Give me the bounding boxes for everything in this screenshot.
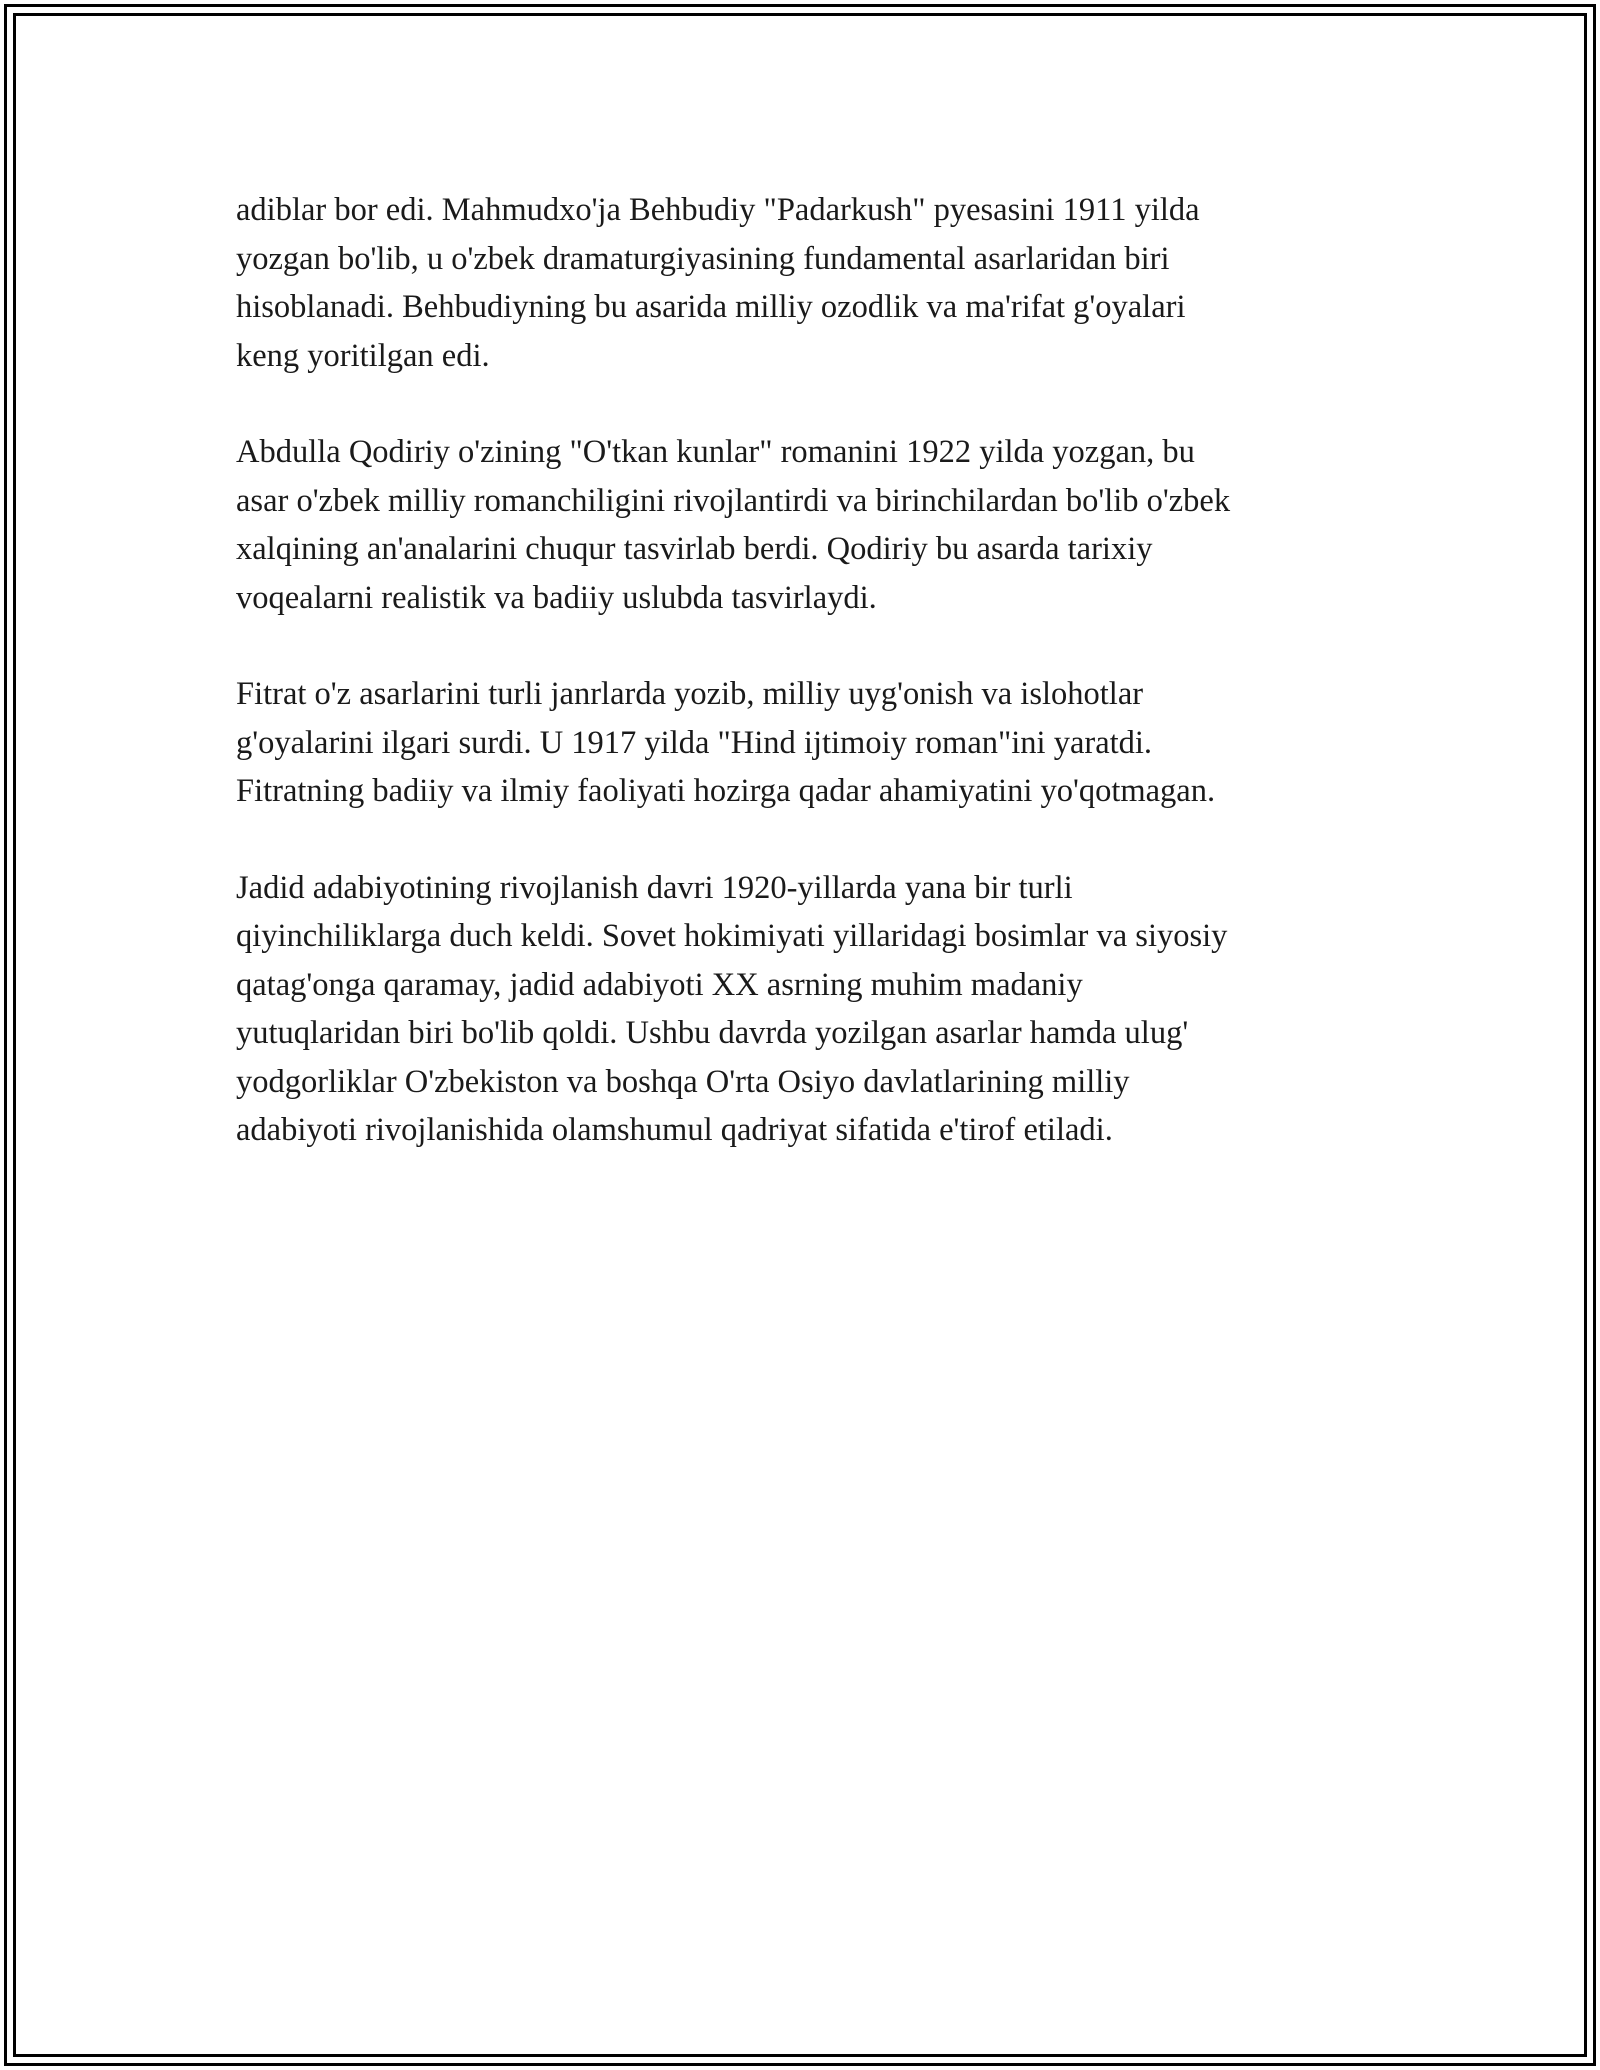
text-line: asar o'zbek milliy romanchiligini rivojlantirdi va birinchilardan bo'lib o'zbek xyxy=(236,482,1231,519)
text-line: keng yoritilgan edi. xyxy=(236,337,490,374)
paragraph-qodiriy xyxy=(236,428,1386,622)
text-line: yutuqlaridan biri bo'lib qoldi. Ushbu davrda yozilgan asarlar hamda ulug' xyxy=(236,1015,1189,1051)
text-line: hisoblanadi. Behbudiyning bu asarida milliy ozodlik va ma'rifat g'oyalari xyxy=(236,289,1186,325)
text-line: yodgorliklar O'zbekiston va boshqa O'rta Osiyo davlatlarining milliy xyxy=(236,1063,1130,1100)
text-line: xalqining an'analarini chuqur tasvirlab berdi. Qodiriy bu asarda tarixiy xyxy=(236,531,1153,567)
text-line: Jadid adabiyotining rivojlanish davri 1920-yillarda yana bir turli xyxy=(236,869,1073,906)
paragraph-fitrat xyxy=(236,670,1386,816)
text-line: Fitratning badiiy va ilmiy faoliyati hozirga qadar ahamiyatini yo'qotmagan. xyxy=(236,773,1216,809)
text-line: Fitrat o'z asarlarini turli janrlarda yozib, milliy uyg'onish va islohotlar xyxy=(236,676,1144,712)
text-line: qiyinchiliklarga duch keldi. Sovet hokimiyati yillaridagi bosimlar va siyosiy xyxy=(236,918,1228,954)
text-line: Abdulla Qodiriy o'zining "O'tkan kunlar" romanini 1922 yilda yozgan, bu xyxy=(236,434,1195,470)
text-line: qatag'onga qaramay, jadid adabiyoti XX asrning muhim madaniy xyxy=(236,966,1083,1003)
text-line: adiblar bor edi. Mahmudxo'ja Behbudiy "Padarkush" pyesasini 1911 yilda xyxy=(236,192,1200,228)
paragraph-jadid xyxy=(236,864,1386,1155)
text-line: g'oyalarini ilgari surdi. U 1917 yilda "Hind ijtimoiy roman"ini yaratdi. xyxy=(236,724,1153,761)
text-line: adabiyoti rivojlanishida olamshumul qadriyat sifatida e'tirof etiladi. xyxy=(236,1112,1113,1148)
text-line: voqealarni realistik va badiiy uslubda tasvirlaydi. xyxy=(236,579,877,616)
paragraph-behbudiy xyxy=(236,186,1386,380)
document-body xyxy=(236,186,1386,1203)
text-line: yozgan bo'lib, u o'zbek dramaturgiyasining fundamental asarlaridan biri xyxy=(236,240,1170,277)
